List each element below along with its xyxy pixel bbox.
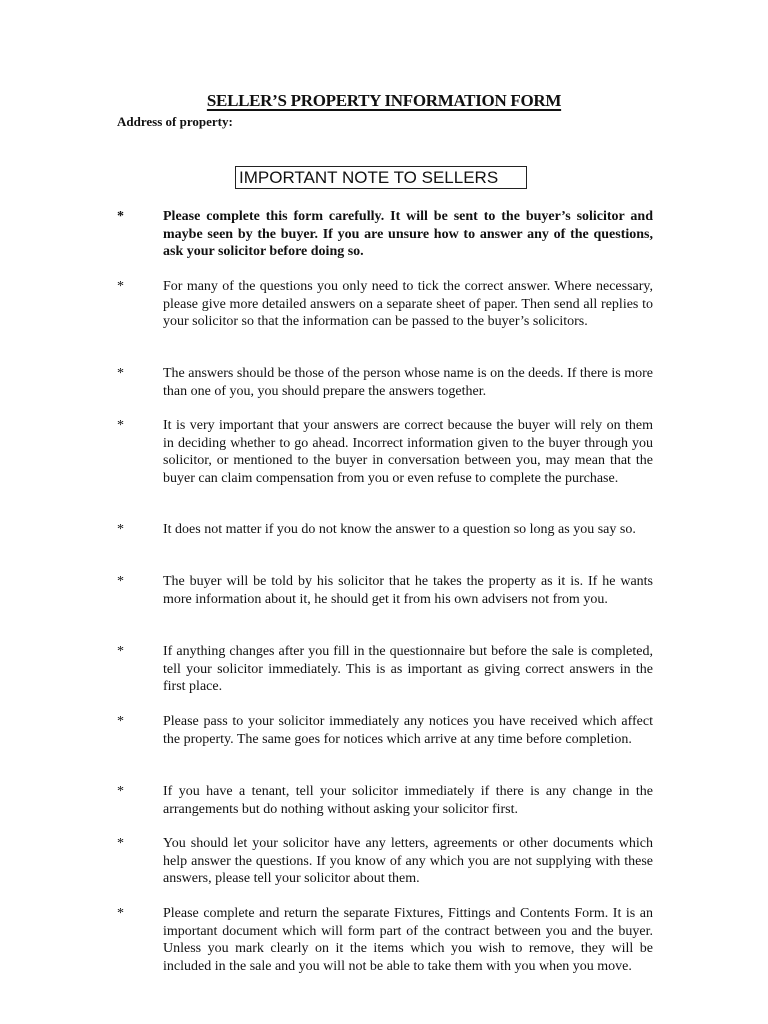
important-note-heading: IMPORTANT NOTE TO SELLERS bbox=[235, 166, 527, 189]
form-title: SELLER’S PROPERTY INFORMATION FORM bbox=[206, 91, 562, 110]
note-text: You should let your solicitor have any letters, agreements or other documents which help answer the questions. If you know of any which you are not supplying with these answers, please tell your solicitor about them. bbox=[163, 836, 653, 887]
note-text: Please complete and return the separate Fixtures, Fittings and Contents Form. It is an important document which will form part of the contract between you and the buyer. Unless you mark clearly on it the items which you wish to remove, they will be included in the sale and you will not be able to take them with you when you move. bbox=[163, 906, 653, 974]
bullet-marker: * bbox=[117, 784, 124, 799]
bullet-marker: * bbox=[117, 714, 124, 729]
note-text: For many of the questions you only need to tick the correct answer. Where necessary, please give more detailed answers on a separate sheet of paper. Then send all replies to your solicitor so that the information can be passed to the buyer’s solicitors. bbox=[163, 279, 653, 330]
note-text: If you have a tenant, tell your solicitor immediately if there is any change in the arrangements but do nothing without asking your solicitor first. bbox=[163, 784, 653, 817]
bullet-marker: * bbox=[117, 279, 124, 294]
note-text: Please pass to your solicitor immediately any notices you have received which affect the property. The same goes for notices which arrive at any time before completion. bbox=[163, 714, 653, 747]
bullet-marker: * bbox=[117, 574, 124, 589]
bullet-marker: * bbox=[117, 644, 124, 659]
bullet-marker: * bbox=[117, 522, 124, 537]
address-of-property-label: Address of property: bbox=[117, 114, 233, 129]
bullet-marker: * bbox=[117, 418, 124, 433]
note-text: If anything changes after you fill in the questionnaire but before the sale is completed, tell your solicitor immediately. This is as important as giving correct answers in the first place. bbox=[163, 644, 653, 695]
bullet-marker: * bbox=[117, 209, 124, 224]
bullet-marker: * bbox=[117, 836, 124, 851]
note-text: The buyer will be told by his solicitor that he takes the property as it is. If he wants more information about it, he should get it from his own advisers not from you. bbox=[163, 574, 653, 607]
bullet-marker: * bbox=[117, 906, 124, 921]
note-text: It does not matter if you do not know the answer to a question so long as you say so. bbox=[163, 522, 636, 537]
note-text: Please complete this form carefully. It will be sent to the buyer’s solicitor and maybe seen by the buyer. If you are unsure how to answer any of the questions, ask your solicitor before doing so. bbox=[163, 209, 653, 260]
note-text: It is very important that your answers are correct because the buyer will rely on them in deciding whether to go ahead. Incorrect information given to the buyer through you solicitor, or mentioned to the buyer in conversation between you, may mean that the buyer can claim compensation from you or even refuse to complete the purchase. bbox=[163, 418, 653, 486]
bullet-marker: * bbox=[117, 366, 124, 381]
note-text: The answers should be those of the person whose name is on the deeds. If there is more than one of you, you should prepare the answers together. bbox=[163, 366, 653, 399]
